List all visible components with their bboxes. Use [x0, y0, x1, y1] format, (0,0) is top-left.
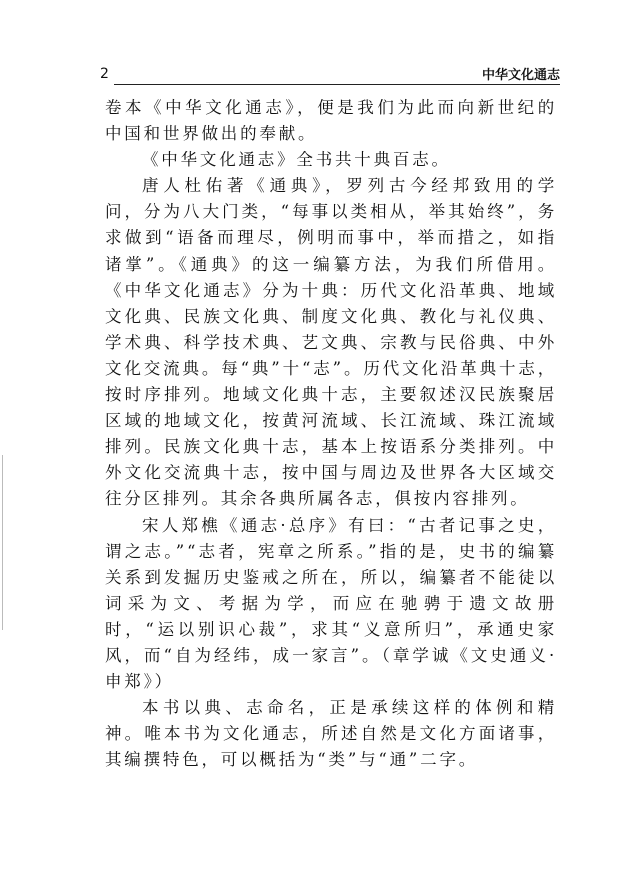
paragraph: 宋人郑樵《通志·总序》有曰：“古者记事之史，谓之志。”“志者，宪章之所系。”指的是，史书的编纂关系到发掘历史鉴戒之所在，所以，编纂者不能徒以词采为文、考据为学，而应在驰骋于遗文故册时，“运以别识心裁”，求其“义意所归”，承通史家风，而“自为经纬，成一家言”。（章学诚《文史通义·申郑》） — [105, 515, 557, 692]
running-header — [100, 64, 560, 86]
paragraph-continued: 卷本《中华文化通志》，便是我们为此而向新世纪的中国和世界做出的奉献。 — [105, 98, 557, 144]
running-title: 中华文化通志 — [481, 68, 560, 83]
paragraph: 本书以典、志命名，正是承续这样的体例和精神。唯本书为文化通志，所述自然是文化方面诸事，其编撰特色，可以概括为“类”与“通”二字。 — [105, 698, 557, 770]
paragraph: 唐人杜佑著《通典》，罗列古今经邦致用的学问，分为八大门类，“每事以类相从，举其始终”，务求做到“语备而理尽，例明而事中，举而措之，如指诸掌”。《通典》的这一编纂方法，为我们所借用。《中华文化通志》分为十典：历代文化沿革典、地域文化典、民族文化典、制度文化典、教化与礼仪典、学术典、科学技术典、艺文典、宗教与民俗典、中外文化交流典。每“典”十“志”。历代文化沿革典十志，按时序排列。地域文化典十志，主要叙述汉民族聚居区域的地域文化，按黄河流域、长江流域、珠江流域排列。民族文化典十志，基本上按语系分类排列。中外文化交流典十志，按中国与周边及世界各大区域交往分区排列。其余各典所属各志，俱按内容排列。 — [105, 176, 557, 509]
page-number: 2 — [100, 66, 109, 82]
paragraph: 《中华文化通志》全书共十典百志。 — [142, 150, 451, 170]
scan-edge-line — [2, 455, 3, 630]
body-text — [105, 95, 557, 773]
header-rule — [114, 84, 560, 85]
